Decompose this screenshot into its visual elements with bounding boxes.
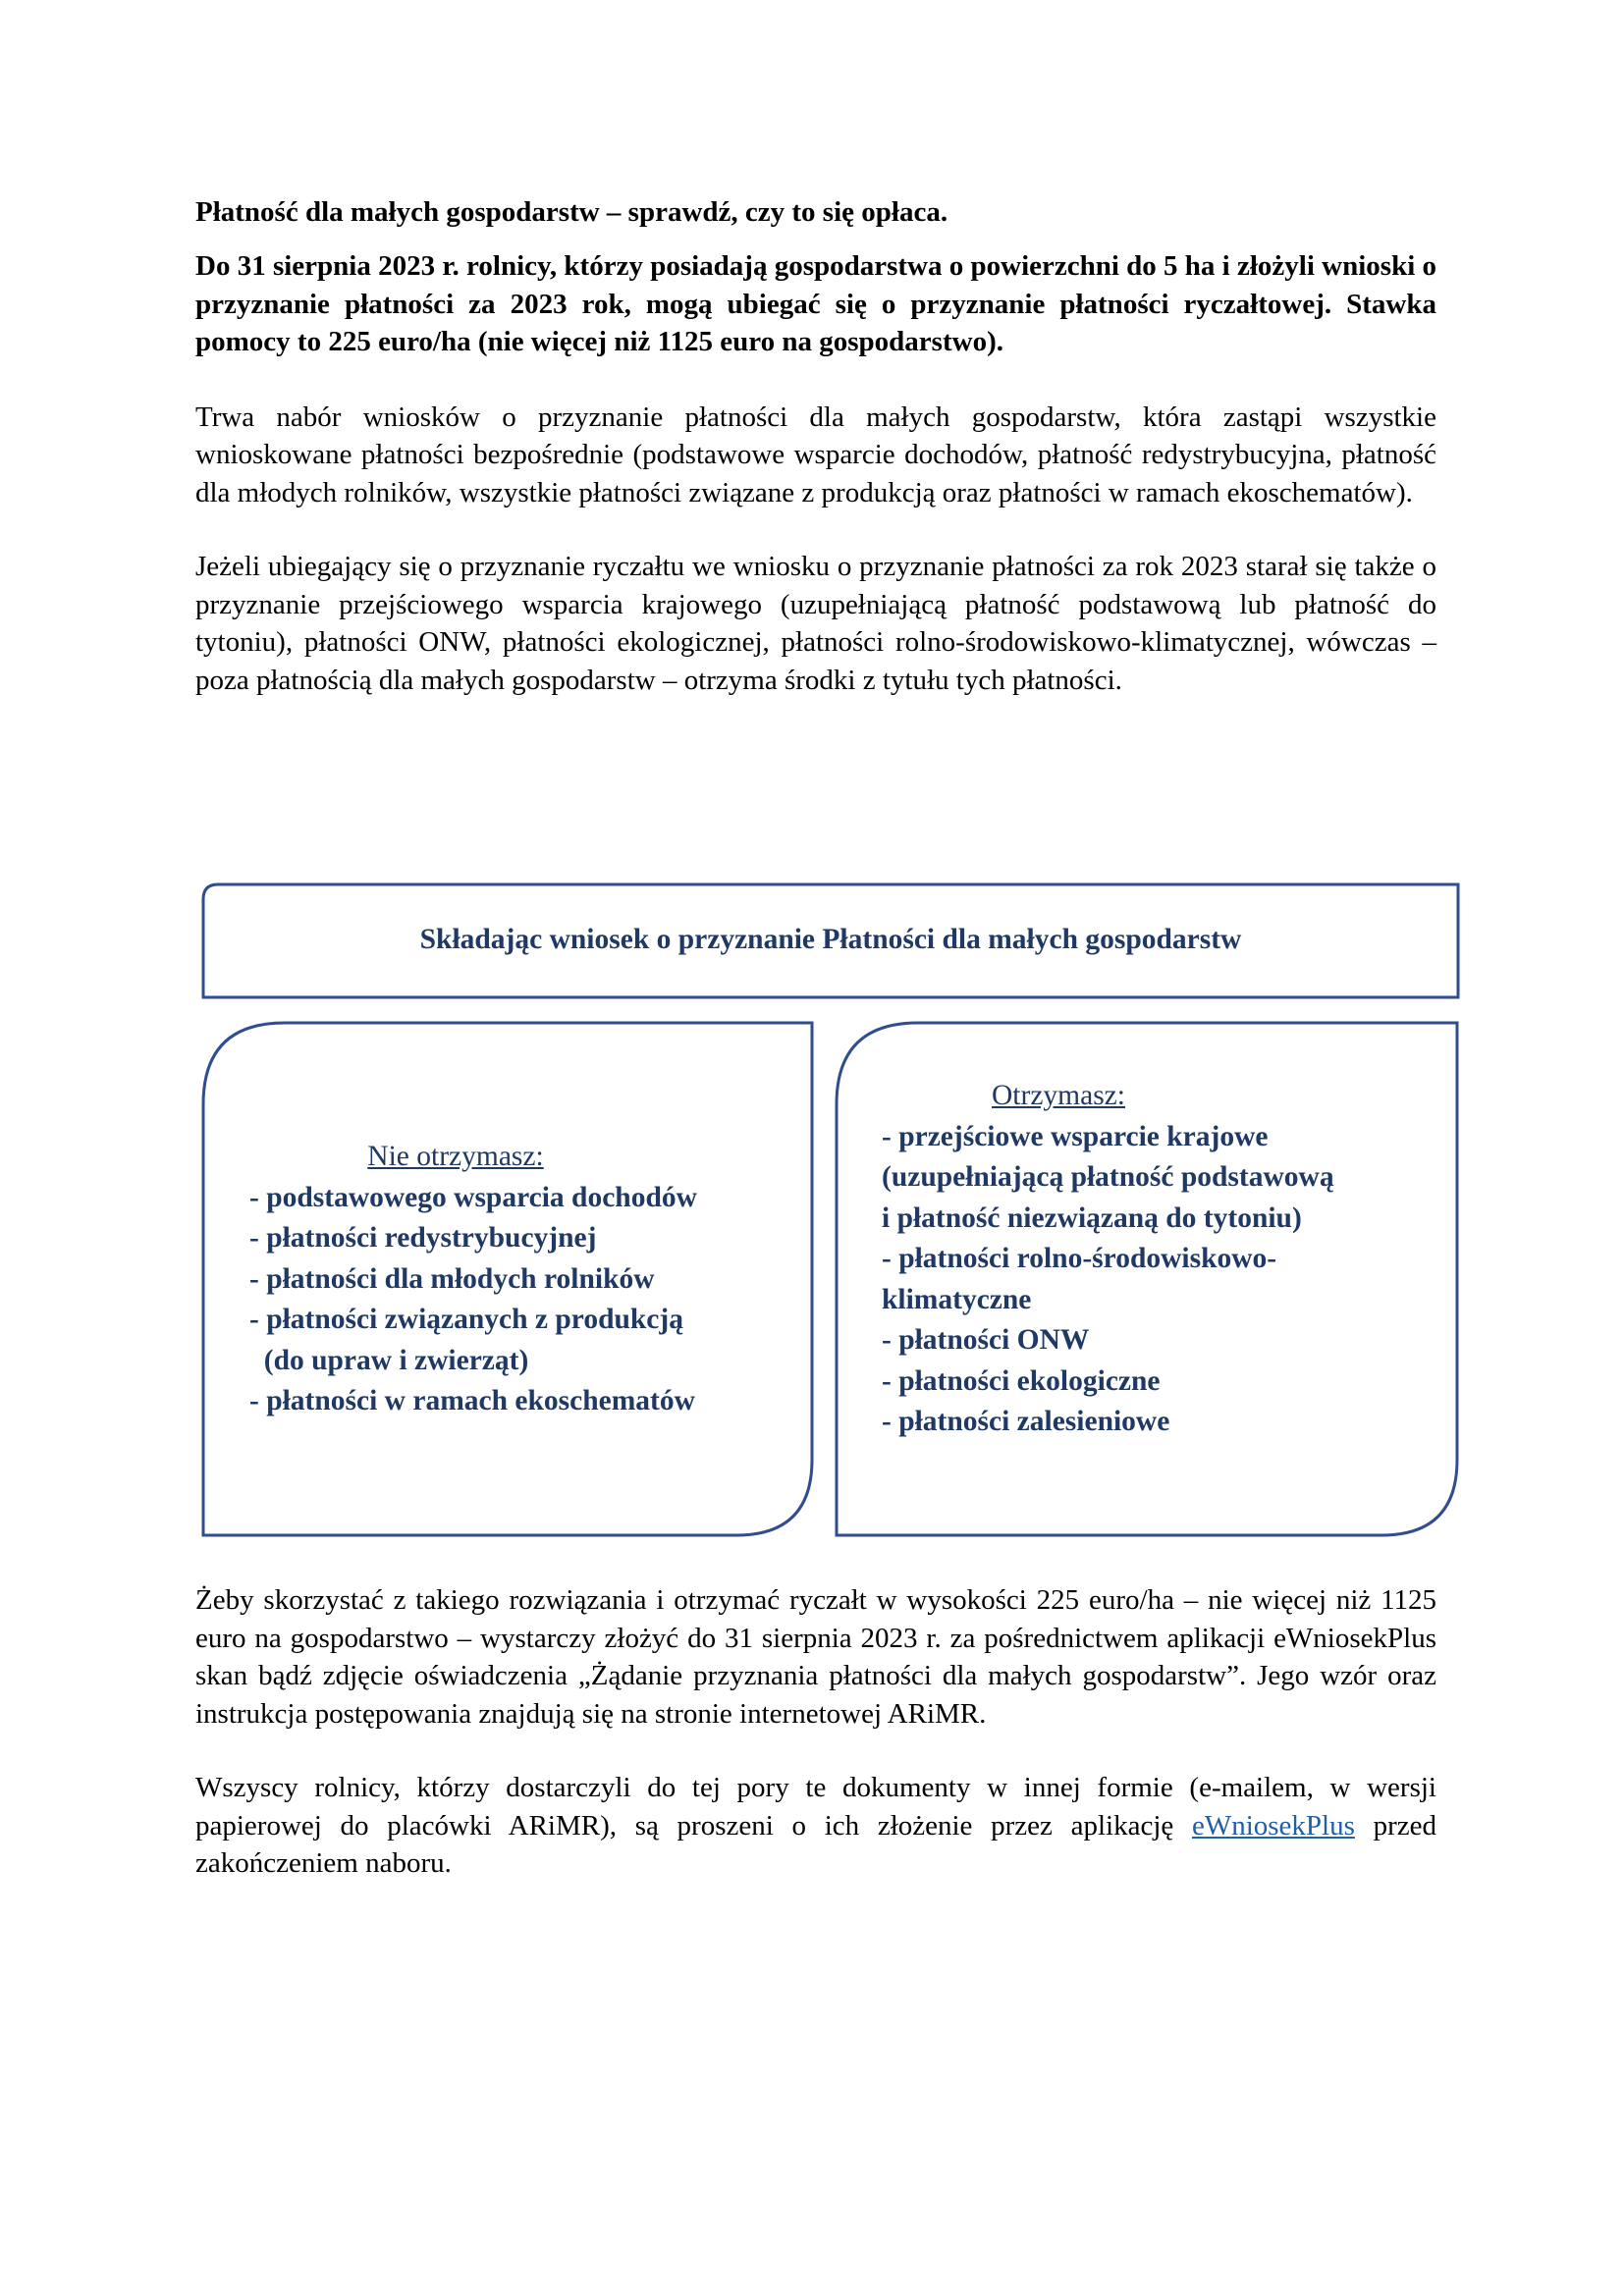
list-item: i płatność niezwiązaną do tytoniu) xyxy=(882,1201,1302,1234)
list-item: - płatności w ramach ekoschematów xyxy=(249,1385,695,1416)
paragraph-wezwanie-text: Wszyscy rolnicy, którzy dostarczyli do tej pory te dokumenty w innej formie (e-mailem, w wersji papierowej do placówki ARiMR), są proszeni o ich złożenie przez aplikację xyxy=(195,1772,1436,1842)
list-item: (do upraw i zwierząt) xyxy=(249,1344,529,1376)
paragraph-instrukcja: Żeby skorzystać z takiego rozwiązania i otrzymać ryczałt w wysokości 225 euro/ha – nie więcej niż 1125 euro na gospodarstwo – wystarczy złożyć do 31 sierpnia 2023 r. za pośrednictwem aplikacji eWniosekPlus skan bądź zdjęcie oświadczenia „Żądanie przyznania płatności dla małych gospodarstw”. Jego wzór oraz instrukcja postępowania znajdują się na stronie internetowej ARiMR. xyxy=(195,1584,1436,1730)
ewnioseplus-link[interactable]: eWniosekPlus xyxy=(1191,1809,1355,1842)
receive-heading: Otrzymasz: xyxy=(992,1080,1125,1111)
list-item: - płatności dla młodych rolników xyxy=(249,1262,655,1295)
list-item: - płatności redystrybucyjnej xyxy=(249,1222,597,1254)
list-item: - płatności związanych z produkcją xyxy=(249,1304,683,1335)
article-title: Płatność dla małych gospodarstw – sprawdź, czy to się opłaca. xyxy=(195,196,948,228)
receive-list xyxy=(882,1076,1432,1443)
list-item: - podstawowego wsparcia dochodów xyxy=(249,1181,697,1213)
paragraph-wezwanie xyxy=(195,1769,1436,1883)
list-item: - płatności rolno-środowiskowo- xyxy=(882,1243,1277,1274)
list-item: (uzupełniającą płatność podstawową xyxy=(882,1161,1334,1193)
paragraph-ryczalt: Jeżeli ubiegający się o przyznanie ryczałtu we wniosku o przyznanie płatności za rok 2023 starał się także o przyznanie przejściowego wsparcia krajowego (uzupełniającą płatność podstawową lub płatność do tytoniu), płatności ONW, płatności ekologicznej, płatności rolno-środowiskowo-klimatycznej, wówczas – poza płatnością dla małych gospodarstw – otrzyma środki z tytułu tych płatności. xyxy=(195,551,1436,696)
list-item: - przejściowe wsparcie krajowe xyxy=(882,1120,1269,1152)
article-continuation xyxy=(195,1581,1436,1883)
list-item: - płatności ONW xyxy=(882,1324,1090,1356)
diagram-title: Składając wniosek o przyznanie Płatności dla małych gospodarstw xyxy=(419,924,1242,955)
list-item: - płatności zalesieniowe xyxy=(882,1406,1170,1437)
paragraph-nabor: Trwa nabór wniosków o przyznanie płatności dla małych gospodarstw, która zastąpi wszystkie wnioskowane płatności bezpośrednie (podstawowe wsparcie dochodów, płatność redystrybucyjna, płatność dla młodych rolników, wszystkie płatności związane z produkcją oraz płatności w ramach ekoschematów). xyxy=(195,400,1436,508)
list-item: - płatności ekologiczne xyxy=(882,1364,1161,1397)
paragraph-wezwanie-end: przed zakończeniem naboru. xyxy=(195,1809,1436,1879)
list-item: klimatyczne xyxy=(882,1283,1032,1315)
lead-paragraph: Do 31 sierpnia 2023 r. rolnicy, którzy posiadają gospodarstwa o powierzchni do 5 ha i złożyli wnioski o przyznanie płatności za 2023 rok, mogą ubiegać się o przyznanie płatności ryczałtowej. Stawka pomocy to 225 euro/ha (nie więcej niż 1125 euro na gospodarstwo). xyxy=(195,250,1437,357)
not-receive-list xyxy=(249,1137,799,1422)
article xyxy=(195,192,1436,699)
not-receive-heading: Nie otrzymasz: xyxy=(367,1141,544,1172)
